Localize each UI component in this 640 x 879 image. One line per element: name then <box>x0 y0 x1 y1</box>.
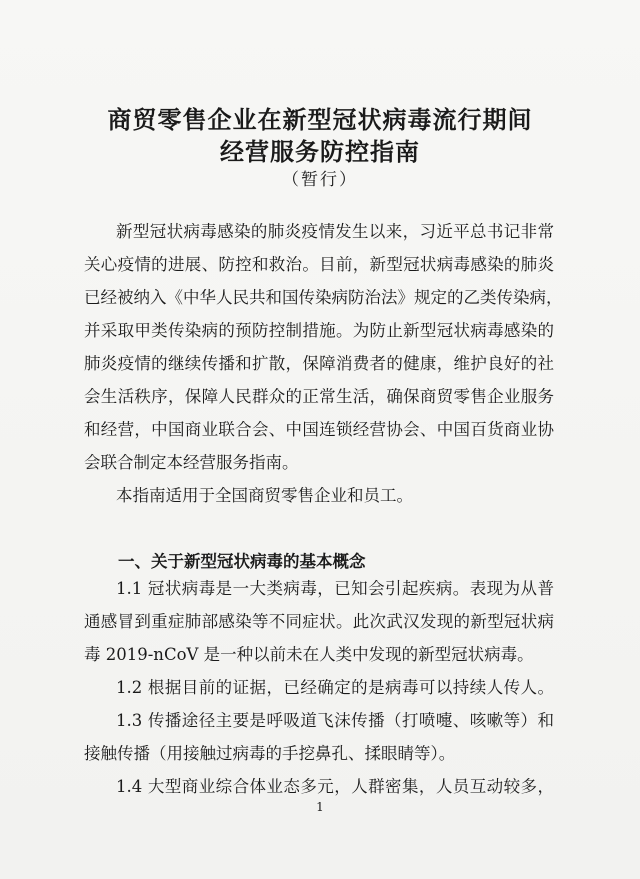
s11-line-3: 毒 2019-nCoV 是一种以前未在人类中发现的新型冠状病毒。 <box>84 645 534 664</box>
intro-line-3: 已经被纳入《中华人民共和国传染病防治法》规定的乙类传染病， <box>84 288 563 307</box>
intro-line-8: 会联合制定本经营服务指南。 <box>84 453 299 472</box>
scope-paragraph: 本指南适用于全国商贸零售企业和员工。 <box>116 486 413 505</box>
intro-line-7: 和经营，中国商业联合会、中国连锁经营协会、中国百货商业协 <box>84 420 554 439</box>
document-title-line-2: 经营服务防控指南 <box>220 138 420 166</box>
s12-line: 1.2 根据目前的证据，已经确定的是病毒可以持续人传人。 <box>116 678 554 697</box>
intro-line-6: 会生活秩序，保障人民群众的正常生活，确保商贸零售企业服务 <box>84 387 554 406</box>
page-number: 1 <box>316 800 324 814</box>
s14-line: 1.4 大型商业综合体业态多元，人群密集，人员互动较多， <box>116 777 554 796</box>
intro-line-5: 肺炎疫情的继续传播和扩散，保障消费者的健康，维护良好的社 <box>84 354 554 373</box>
section-1-heading: 一、关于新型冠状病毒的基本概念 <box>118 552 366 571</box>
s13-line-1: 1.3 传播途径主要是呼吸道飞沫传播（打喷嚏、咳嗽等）和 <box>116 711 554 730</box>
intro-line-2: 关心疫情的进展、防控和救治。目前，新型冠状病毒感染的肺炎 <box>84 255 554 274</box>
intro-line-4: 并采取甲类传染病的预防控制措施。为防止新型冠状病毒感染的 <box>84 321 554 340</box>
document-title-line-1: 商贸零售企业在新型冠状病毒流行期间 <box>107 106 533 134</box>
s11-line-2: 通感冒到重症肺部感染等不同症状。此次武汉发现的新型冠状病 <box>84 612 554 631</box>
intro-line-1: 新型冠状病毒感染的肺炎疫情发生以来，习近平总书记非常 <box>116 222 554 241</box>
s13-line-2: 接触传播（用接触过病毒的手挖鼻孔、揉眼睛等）。 <box>84 744 456 763</box>
s11-line-1: 1.1 冠状病毒是一大类病毒，已知会引起疾病。表现为从普 <box>116 579 554 598</box>
document-subtitle: （暂行） <box>282 170 358 190</box>
